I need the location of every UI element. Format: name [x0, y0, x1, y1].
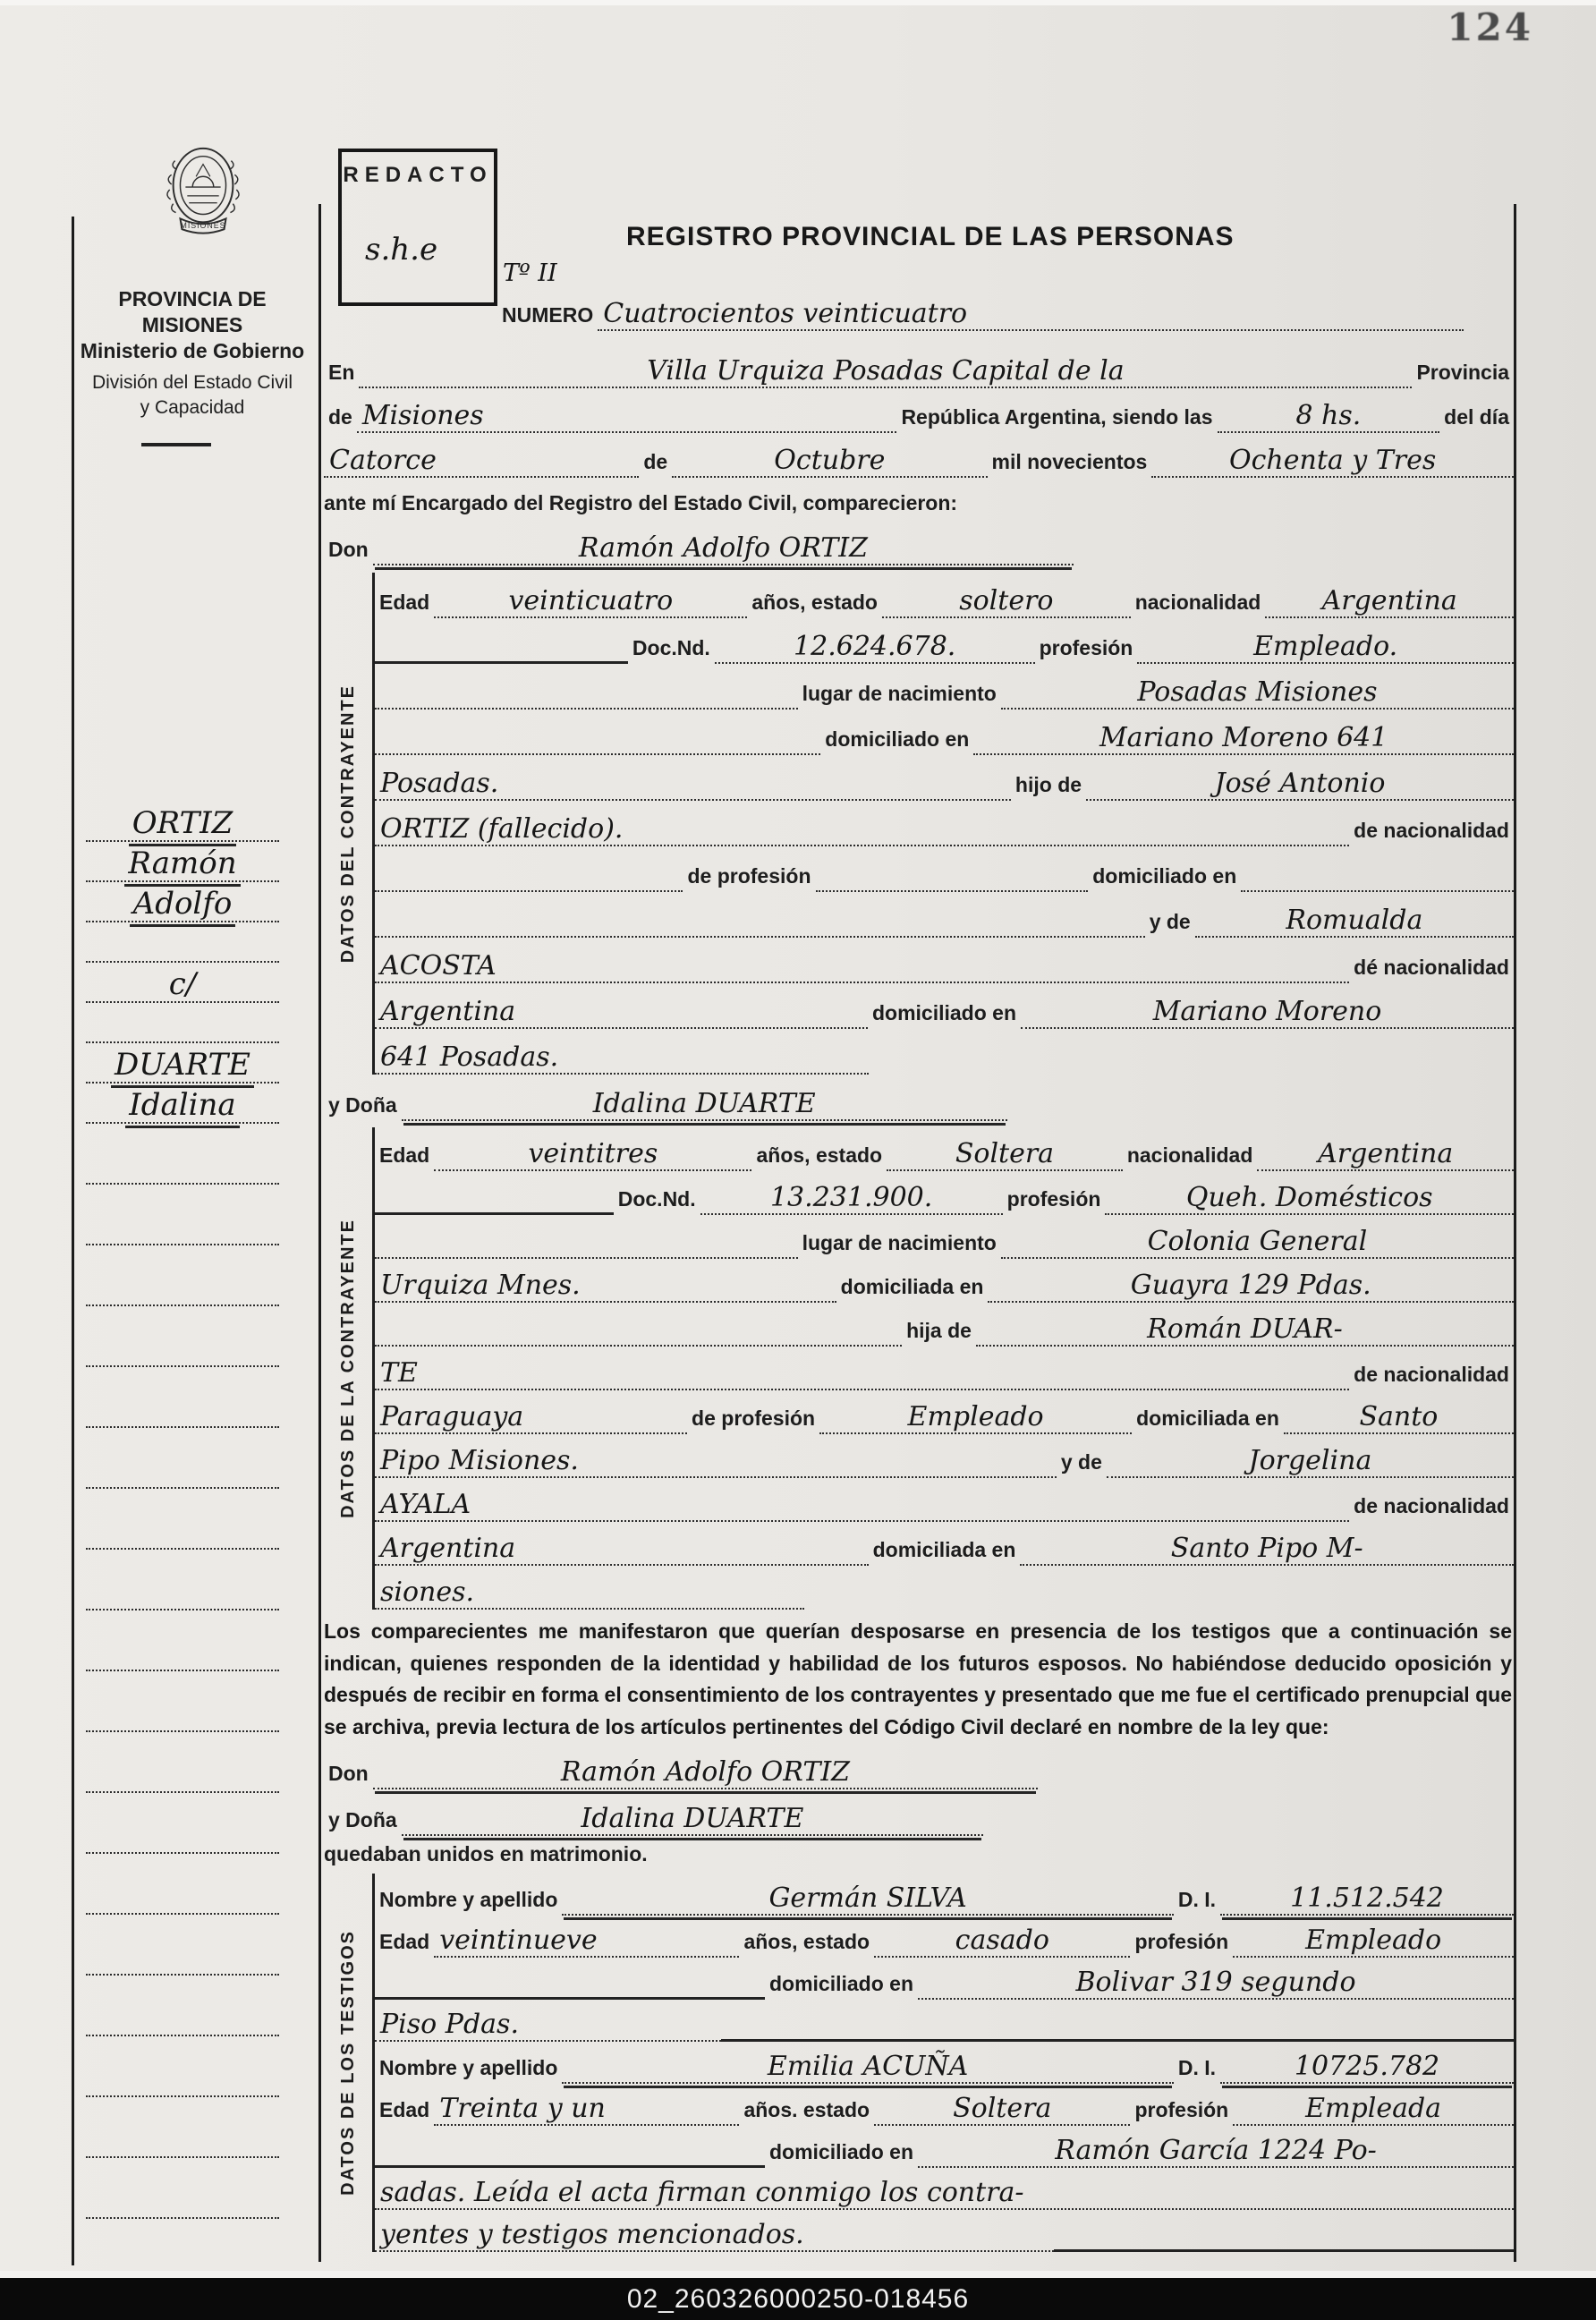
declaration-closing: quedaban unidos en matrimonio. [324, 1841, 648, 1865]
witnesses-section [324, 1874, 1514, 2252]
bride-padre-nacionalidad: Paraguaya [375, 1404, 687, 1434]
witness1-domicilio-line [375, 1958, 1514, 2000]
province-value: Misiones [357, 403, 897, 433]
groom-madre-nacionalidad: Argentina [375, 999, 868, 1029]
witnesses-side-rule [324, 1874, 375, 2252]
margin-blank-line [86, 1915, 279, 1976]
label-don: Don [328, 537, 369, 561]
bride-padre-domicilio2: Pipo Misiones. [375, 1448, 1057, 1478]
margin-blank-line [86, 1185, 279, 1245]
witness2-edad-line [375, 2084, 1514, 2126]
opening-line-date [324, 433, 1514, 478]
bride-padre2: TE [375, 1360, 1349, 1390]
letterhead-ministry: Ministerio de Gobierno [80, 338, 305, 362]
misiones-coat-of-arms-seal [150, 141, 256, 238]
bride-lugar2: Urquiza Mnes. [375, 1272, 836, 1303]
closing-text-1: sadas. Leída el acta firman conmigo los contra- [375, 2180, 1514, 2210]
bride-profesion: Queh. Domésticos [1105, 1185, 1514, 1215]
margin-blank-line [86, 1976, 279, 2036]
label-edad3: Edad [379, 1929, 430, 1953]
witnesses-fields [375, 1874, 1514, 2252]
declaration-bride-name: Idalina DUARTE [402, 1806, 983, 1836]
groom-domicilio2: Posadas. [375, 770, 1011, 801]
label-nacionalidad2: nacionalidad [1126, 1143, 1253, 1167]
witness1-estado: casado [874, 1927, 1130, 1958]
closing-line-1 [375, 2168, 1514, 2210]
witness2-domicilio: Ramón García 1224 Po- [918, 2137, 1514, 2168]
label-profesion2: profesión [1006, 1186, 1101, 1211]
margin-blank-line [86, 2097, 279, 2158]
letterhead [72, 286, 313, 446]
margin-row-blank [86, 1003, 279, 1043]
margin-case-caption [86, 802, 279, 2280]
groom-side-label: DATOS DEL CONTRAYENTE [337, 684, 358, 964]
groom-line-madre-dom [375, 983, 1514, 1029]
declaration-text: Los comparecientes me manifestaron que querían desposarse en presencia de los testigos que a continuación se indican, quienes responden de la identidad y habilidad de los futuros esposos. No habiéndose deducido oposición y después de recibir en forma el consentimiento de los contrayentes y presentado que me fue el certificado prenupcial que se archiva, previa lectura de los artículos pertinentes del Código Civil declaré en nombre de la ley que: [324, 1619, 1512, 1738]
margin-separator-rule [318, 204, 321, 2262]
bride-padre: Román DUAR- [976, 1316, 1514, 1347]
groom-fields [375, 573, 1514, 1075]
tomo-annotation: Tº II [503, 259, 557, 287]
letterhead-division: División del Estado Civil [91, 372, 293, 394]
bride-line-madre2 [375, 1478, 1514, 1522]
bride-padre-profesion: Empleado [819, 1404, 1132, 1434]
margin-blank-line [86, 1124, 279, 1185]
margin-row [86, 882, 279, 922]
label-de-nacionalidad-acc: dé nacionalidad [1354, 955, 1509, 979]
bride-madre2: AYALA [375, 1491, 1349, 1522]
page-number: 124 [1447, 5, 1533, 49]
label-anos-estado3: años, estado [743, 1929, 870, 1953]
bride-edad: veintitres [434, 1141, 751, 1171]
groom-madre-domicilio: Mariano Moreno [1021, 999, 1514, 1029]
groom-line-lugar [375, 664, 1514, 710]
bride-line-padre [375, 1303, 1514, 1347]
margin-blank-line [86, 1367, 279, 1428]
bride-lugar: Colonia General [1001, 1228, 1514, 1259]
groom-profesion: Empleado. [1137, 633, 1514, 664]
label-di2: D. I. [1177, 2055, 1217, 2079]
bride-line-padre-prof [375, 1390, 1514, 1434]
declaration-block [324, 1616, 1514, 1870]
letterhead-rule [141, 443, 211, 446]
label-domiciliado2: domiciliado en [1092, 863, 1237, 888]
label-lugar-nacimiento: lugar de nacimiento [802, 681, 997, 705]
label-edad2: Edad [379, 1143, 430, 1167]
margin-bride-firstname: Idalina [123, 1090, 241, 1122]
label-don2: Don [328, 1761, 369, 1785]
margin-blank-line [86, 1489, 279, 1550]
label-profesion: profesión [1039, 635, 1133, 659]
bride-intro-line [324, 1076, 1514, 1121]
groom-line-edad [375, 573, 1514, 618]
right-border-rule [1514, 204, 1516, 2262]
bride-line-doc [375, 1171, 1514, 1215]
label-edad4: Edad [379, 2097, 430, 2121]
bride-side-label: DATOS DE LA CONTRAYENTE [337, 1219, 358, 1518]
groom-domicilio: Mariano Moreno 641 [973, 725, 1514, 755]
label-provincia: Provincia [1416, 360, 1509, 384]
bride-madre: Jorgelina [1107, 1448, 1514, 1478]
groom-edad: veinticuatro [434, 588, 747, 618]
label-de-nacionalidad: de nacionalidad [1354, 818, 1509, 842]
label-domiciliada3: domiciliada en [872, 1537, 1016, 1561]
margin-row [86, 802, 279, 842]
redacto-initials: s.h.e [365, 232, 438, 268]
label-anos-estado: años, estado [751, 590, 878, 614]
margin-blank-line [86, 1428, 279, 1489]
groom-padre: José Antonio [1086, 770, 1514, 801]
margin-row [86, 842, 279, 882]
bride-section [324, 1127, 1514, 1610]
opening-line-officer [324, 478, 1514, 519]
declaration-closing-line [324, 1836, 1514, 1870]
numero-line [497, 288, 1464, 331]
numero-label: NUMERO [502, 302, 594, 327]
margin-blank-line [86, 1550, 279, 1610]
margin-blank-line [86, 2036, 279, 2097]
groom-madre2: ACOSTA [375, 953, 1349, 983]
margin-blank-line [86, 1732, 279, 1793]
margin-groom-firstname: Ramón [123, 848, 242, 880]
label-domiciliado5: domiciliado en [768, 2139, 914, 2163]
label-y-de2: y de [1060, 1449, 1102, 1474]
groom-line-madre [375, 892, 1514, 938]
numero-value: Cuatrocientos veinticuatro [598, 301, 1464, 331]
label-domiciliada: domiciliada en [840, 1274, 984, 1298]
margin-blank-line [86, 1306, 279, 1367]
month-value: Octubre [672, 447, 987, 478]
groom-line-doc [375, 618, 1514, 664]
label-y-dona2: y Doña [328, 1807, 397, 1831]
label-de-profesion: de profesión [687, 863, 811, 888]
label-del-dia: del día [1444, 404, 1509, 429]
witness2-name-line [375, 2042, 1514, 2084]
witness1-name-line [375, 1874, 1514, 1916]
margin-blank-line [86, 1245, 279, 1306]
margin-groom-middlename: Adolfo [128, 888, 238, 921]
bride-fields [375, 1127, 1514, 1610]
day-value: Catorce [324, 447, 639, 478]
witness1-di: 11.512.542 [1220, 1885, 1514, 1916]
groom-line-madre-dom2 [375, 1029, 1514, 1075]
declaration-groom-line [324, 1743, 1514, 1789]
bride-madre-nacionalidad: Argentina [375, 1535, 869, 1566]
year-value: Ochenta y Tres [1151, 447, 1514, 478]
bride-estado: Soltera [887, 1141, 1123, 1171]
label-en: En [328, 360, 355, 384]
margin-blank-line [86, 1671, 279, 1732]
witness2-estado: Soltera [874, 2095, 1130, 2126]
label-de-profesion2: de profesión [692, 1406, 816, 1430]
label-lugar-nacimiento2: lugar de nacimiento [802, 1230, 997, 1254]
label-y-dona: y Doña [328, 1092, 397, 1117]
witness2-di: 10725.782 [1220, 2053, 1514, 2084]
letterhead-province: PROVINCIA DE MISIONES [118, 287, 267, 336]
bride-madre-domicilio2: siones. [375, 1579, 804, 1610]
label-nacionalidad: nacionalidad [1134, 590, 1261, 614]
opening-line-province [324, 388, 1514, 433]
margin-blank-line [86, 1610, 279, 1671]
bride-side-rule [324, 1127, 375, 1610]
groom-nacionalidad: Argentina [1265, 588, 1514, 618]
letterhead-division2: y Capacidad [140, 396, 245, 418]
groom-lugar: Posadas Misiones [1001, 679, 1514, 710]
groom-madre: Romualda [1195, 907, 1514, 938]
declaration-groom-name: Ramón Adolfo ORTIZ [373, 1759, 1039, 1789]
witness2-domicilio-line [375, 2126, 1514, 2168]
bride-padre-domicilio: Santo [1284, 1404, 1514, 1434]
margin-row [86, 963, 279, 1003]
declaration-bride-line [324, 1789, 1514, 1836]
bride-line-lugar [375, 1215, 1514, 1259]
label-de-nacionalidad3: de nacionalidad [1354, 1493, 1509, 1517]
label-doc2: Doc.Nd. [617, 1186, 696, 1211]
label-domiciliado: domiciliado en [825, 727, 970, 751]
bride-madre-domicilio: Santo Pipo M- [1020, 1535, 1514, 1566]
bride-domicilio: Guayra 129 Pdas. [988, 1272, 1514, 1303]
closing-line-2 [375, 2210, 1514, 2252]
label-profesion3: profesión [1134, 1929, 1229, 1953]
label-hijo-de: hijo de [1014, 772, 1082, 796]
groom-line-padre-prof [375, 846, 1514, 892]
label-di: D. I. [1177, 1887, 1217, 1911]
label-anos-estado2: años, estado [756, 1143, 883, 1167]
margin-blank-line [86, 2158, 279, 2219]
label-profesion4: profesión [1134, 2097, 1229, 2121]
label-mil-novecientos: mil novecientos [991, 449, 1148, 473]
witness1-profesion: Empleado [1233, 1927, 1514, 1958]
label-de: de [328, 404, 352, 429]
label-republica: República Argentina, siendo las [901, 404, 1213, 429]
opening-line-groom [324, 519, 1514, 565]
seal-text: MISIONES [180, 221, 226, 231]
label-de2: de [643, 449, 668, 473]
place-value: Villa Urquiza Posadas Capital de la [359, 358, 1412, 388]
redacto-stamp-box [338, 149, 497, 306]
label-nombre-apellido: Nombre y apellido [379, 1887, 558, 1911]
scan-edge [0, 0, 1596, 5]
margin-groom-surname: ORTIZ [127, 808, 239, 840]
margin-row-blank [86, 922, 279, 963]
scan-edge-strip [0, 2271, 1596, 2278]
witness1-domicilio: Bolivar 319 segundo [918, 1969, 1514, 2000]
label-domiciliada2: domiciliada en [1136, 1406, 1279, 1430]
witness1-edad-line [375, 1916, 1514, 1958]
groom-doc: 12.624.678. [715, 633, 1035, 664]
groom-name-value: Ramón Adolfo ORTIZ [373, 535, 1074, 565]
label-anos-estado-pt: años. estado [743, 2097, 870, 2121]
groom-line-padre [375, 755, 1514, 801]
margin-blank-line [86, 1854, 279, 1915]
opening-clause [324, 342, 1514, 565]
groom-madre-domicilio2: 641 Posadas. [375, 1044, 869, 1075]
label-domiciliado3: domiciliado en [871, 1000, 1017, 1024]
margin-blank-line [86, 1793, 279, 1854]
redacto-label: REDACTO [343, 163, 493, 187]
groom-estado: soltero [882, 588, 1131, 618]
label-domiciliado4: domiciliado en [768, 1971, 914, 1995]
bride-line-domicilio [375, 1259, 1514, 1303]
label-de-nacionalidad2: de nacionalidad [1354, 1362, 1509, 1386]
label-y-de: y de [1149, 909, 1191, 933]
blank-line [1054, 2249, 1514, 2252]
witness1-domicilio2-line [375, 2000, 1514, 2042]
witness2-edad: Treinta y un [434, 2095, 739, 2126]
groom-line-domicilio [375, 710, 1514, 755]
witness1-edad: veintinueve [434, 1927, 739, 1958]
label-ante-mi: ante mí Encargado del Registro del Estado Civil, comparecieron: [324, 490, 958, 514]
left-border-rule [72, 217, 74, 2265]
scan-footer-code: 02_260326000250-018456 [626, 2283, 970, 2314]
groom-section [324, 573, 1514, 1075]
witness1-domicilio2: Piso Pdas. [375, 2011, 721, 2042]
witness1-name: Germán SILVA [562, 1885, 1173, 1916]
groom-padre2: ORTIZ (fallecido). [375, 816, 1349, 846]
bride-line-madre [375, 1434, 1514, 1478]
scan-footer-bar [0, 2278, 1596, 2320]
label-edad: Edad [379, 590, 430, 614]
margin-versus: c/ [168, 966, 197, 1002]
witnesses-side-label: DATOS DE LOS TESTIGOS [337, 1930, 358, 2196]
label-nombre-apellido2: Nombre y apellido [379, 2055, 558, 2079]
witness2-name: Emilia ACUÑA [562, 2053, 1173, 2084]
label-hija-de: hija de [906, 1318, 972, 1342]
bride-name-value: Idalina DUARTE [402, 1091, 1007, 1121]
hour-value: 8 hs. [1218, 403, 1440, 433]
groom-line-padre2 [375, 801, 1514, 846]
registry-title: REGISTRO PROVINCIAL DE LAS PERSONAS [626, 222, 1235, 251]
margin-row [86, 1043, 279, 1084]
bride-line-padre2 [375, 1347, 1514, 1390]
label-doc: Doc.Nd. [632, 635, 710, 659]
bride-line-madre-dom2 [375, 1566, 1514, 1610]
margin-row [86, 1084, 279, 1124]
opening-line-place [324, 342, 1514, 388]
closing-text-2: yentes y testigos mencionados. [375, 2222, 1054, 2252]
bride-line-edad [375, 1127, 1514, 1171]
groom-side-rule [324, 573, 375, 1075]
margin-bride-surname: DUARTE [109, 1050, 256, 1082]
bride-doc: 13.231.900. [700, 1185, 1003, 1215]
bride-nacionalidad: Argentina [1257, 1141, 1514, 1171]
bride-line-madre-dom [375, 1522, 1514, 1566]
witness2-profesion: Empleada [1233, 2095, 1514, 2126]
groom-line-madre2 [375, 938, 1514, 983]
